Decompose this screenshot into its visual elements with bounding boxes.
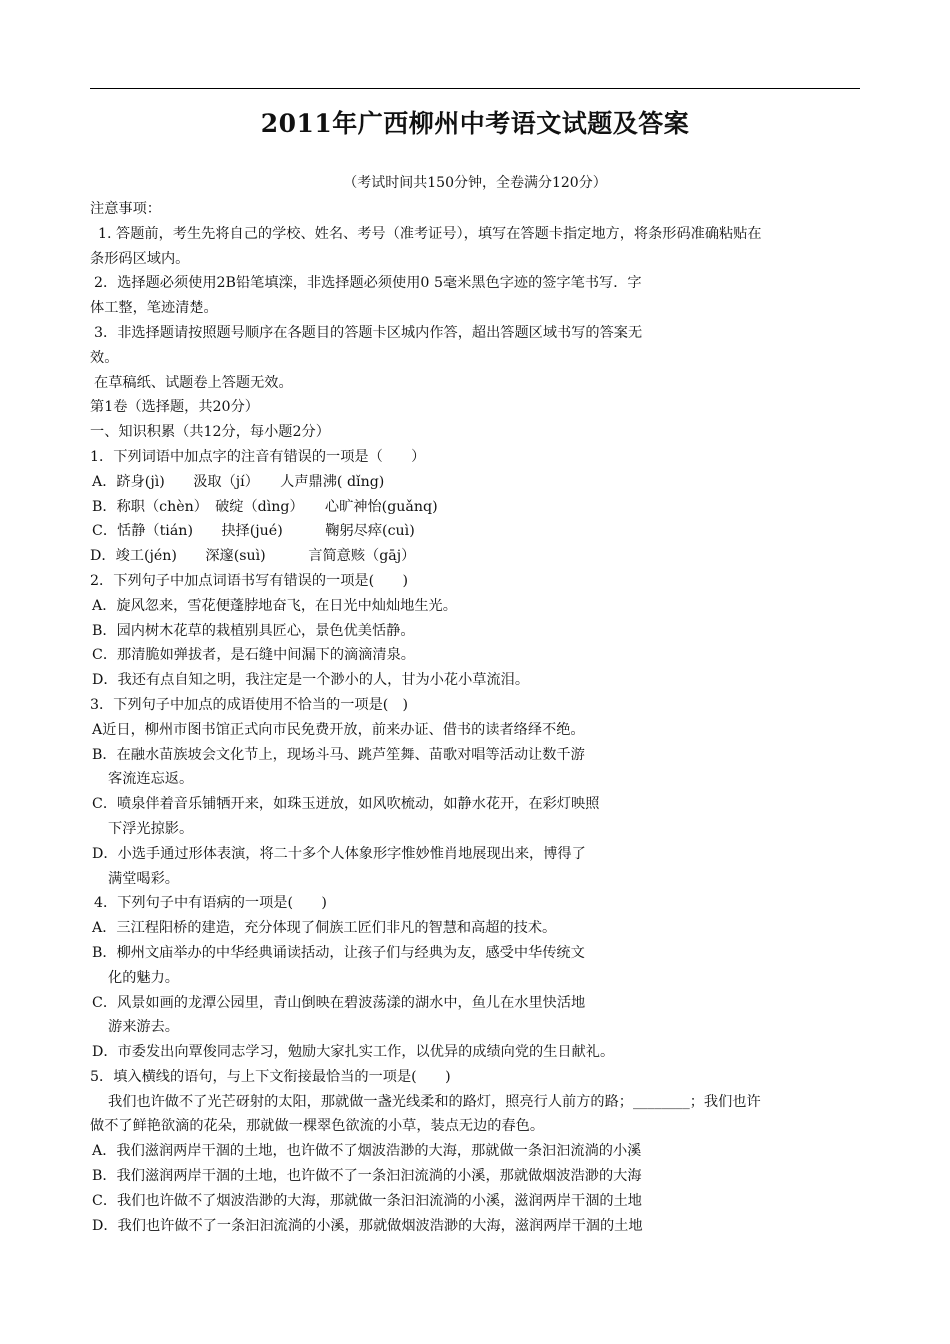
note-item-4: 在草稿纸、试题卷上答题无效。 xyxy=(94,374,293,391)
question-4-option-c-cont: 游来游去。 xyxy=(108,1019,179,1036)
question-3-stem: 3．下列句子中加点的成语使用不恰当的一项是( ) xyxy=(90,696,409,713)
question-5-option-b: B．我们滋润两岸干涸的土地，也许做不了一条汩汩流淌的小溪，那就做烟波浩渺的大海 xyxy=(92,1168,642,1185)
note-item-1: 1. 答题前，考生先将自己的学校、姓名、考号（准考证号），填写在答题卡指定地方，将条形码准确粘贴在 xyxy=(98,225,762,242)
note-item-3: 3．非选择题请按照题号顺序在各题目的答题卡区城内作答，超出答题区域书写的答案无 xyxy=(94,324,643,341)
question-4-option-a: A．三江程阳桥的建造，充分体现了侗族工匠们非凡的智慧和高超的技术。 xyxy=(92,920,557,937)
note-item-1-cont: 条形码区域内。 xyxy=(90,250,190,267)
notes-heading: 注意事项： xyxy=(90,201,161,217)
question-4-stem: 4．下列句子中有语病的一项是( ) xyxy=(94,895,327,912)
question-3-option-d: D．小选手通过形体表演，将二十多个人体象形字惟妙惟肖地展现出来，博得了 xyxy=(92,845,586,862)
question-4-option-d: D．市委发出向覃俊同志学习，勉励大家扎实工作，以优异的成绩向党的生日献礼。 xyxy=(92,1044,615,1061)
question-3-option-b-cont: 客流连忘返。 xyxy=(108,771,194,788)
question-3-option-c: C．喷泉伴着音乐铺牺开来，如珠玉迸放，如风吹梳动，如静水花开，在彩灯映照 xyxy=(92,796,600,813)
question-1-stem: 1．下列词语中加点字的注音有错误的一项是（ ） xyxy=(90,448,426,465)
question-5-passage-cont: 做不了鲜艳欲滴的花朵，那就做一棵翠色欲流的小草，装点无边的春色。 xyxy=(90,1118,545,1135)
question-2-stem: 2．下列句子中加点词语书写有错误的一项是( ) xyxy=(90,572,409,589)
question-2-option-d: D．我还有点自知之明，我注定是一个渺小的人，甘为小花小草流泪。 xyxy=(92,672,530,689)
question-4-option-b: B．柳州文庙举办的中华经典诵读括动，让孩子们与经典为友，感受中华传统文 xyxy=(92,944,585,961)
question-3-option-c-cont: 下浮光掠影。 xyxy=(108,820,194,837)
page-title: 2011年广西柳州中考语文试题及答案 xyxy=(260,109,690,138)
question-3-option-a: A近日，柳州市图书馆正式向市民免费开放，前来办证、借书的读者络绎不绝。 xyxy=(92,721,585,738)
question-2-option-b: B．园内树木花草的栽植别具匠心，景色优美恬静。 xyxy=(92,622,415,639)
volume-heading: 第1卷（选择题，共20分） xyxy=(90,399,259,416)
question-5-option-d: D．我们也许做不了一条汩汩流淌的小溪，那就做烟波浩渺的大海，滋润两岸干涸的土地 xyxy=(92,1217,643,1234)
question-5-stem: 5．填入横线的语句，与上下文衔接最恰当的一项是( ) xyxy=(90,1068,451,1085)
part1-heading: 一、知识积累（共12分，每小题2分） xyxy=(90,424,330,441)
question-1-option-b: B．称职（chèn） 破绽（dìng） 心旷神怡(guǎnq) xyxy=(92,498,438,515)
question-5-option-a: A．我们滋润两岸干涸的土地，也许做不了烟波浩渺的大海，那就做一条汩汩流淌的小溪 xyxy=(92,1143,642,1160)
note-item-2: 2．选择题必须使用2B铅笔填滦，非选择题必须使用0 5毫米黑色字迹的签字笔书写．字 xyxy=(94,275,642,292)
question-5-option-c: C．我们也许做不了烟波浩渺的大海，那就做一条汩汩流淌的小溪，滋润两岸干涸的土地 xyxy=(92,1192,642,1209)
question-3-option-b: B．在融水苗族坡会文化节上，现场斗马、跳芦笙舞、苗歌对唱等活动让数千游 xyxy=(92,746,585,763)
question-3-option-d-cont: 满堂喝彩。 xyxy=(108,870,179,887)
question-1-option-c: C．恬静（tián) 抉择(jué) 鞠躬尽瘁(cuì) xyxy=(92,523,415,540)
exam-body xyxy=(90,197,862,1238)
header-rule xyxy=(90,88,860,89)
question-1-option-d: D．竣工(jén) 深邃(suì) 言简意赅（gāj） xyxy=(90,548,416,565)
question-2-option-a: A．旋风忽来，雪花便蓬脖地奋飞，在日光中灿灿地生光。 xyxy=(92,597,457,614)
question-1-option-a: A．跻身(jì) 汲取（jí） 人声鼎沸( dǐng) xyxy=(92,473,385,490)
note-item-3-cont: 效。 xyxy=(90,349,119,366)
note-item-2-cont: 体工整，笔迹清楚。 xyxy=(90,300,218,317)
question-4-option-b-cont: 化的魅力。 xyxy=(108,969,179,986)
exam-time-note: （考试时间共150分钟，全卷满分120分） xyxy=(343,175,607,191)
question-4-option-c: C．风景如画的龙潭公园里，青山倒映在碧波荡漾的湖水中，鱼儿在水里快活地 xyxy=(92,994,586,1011)
question-5-passage: 我们也许做不了光芒砑射的太阳，那就做一盏光线柔和的路灯，照亮行人前方的路；________；我们也许 xyxy=(108,1093,761,1110)
question-2-option-c: C．那清脆如弹拔者，是石缝中间漏下的滴滴清泉。 xyxy=(92,647,415,664)
